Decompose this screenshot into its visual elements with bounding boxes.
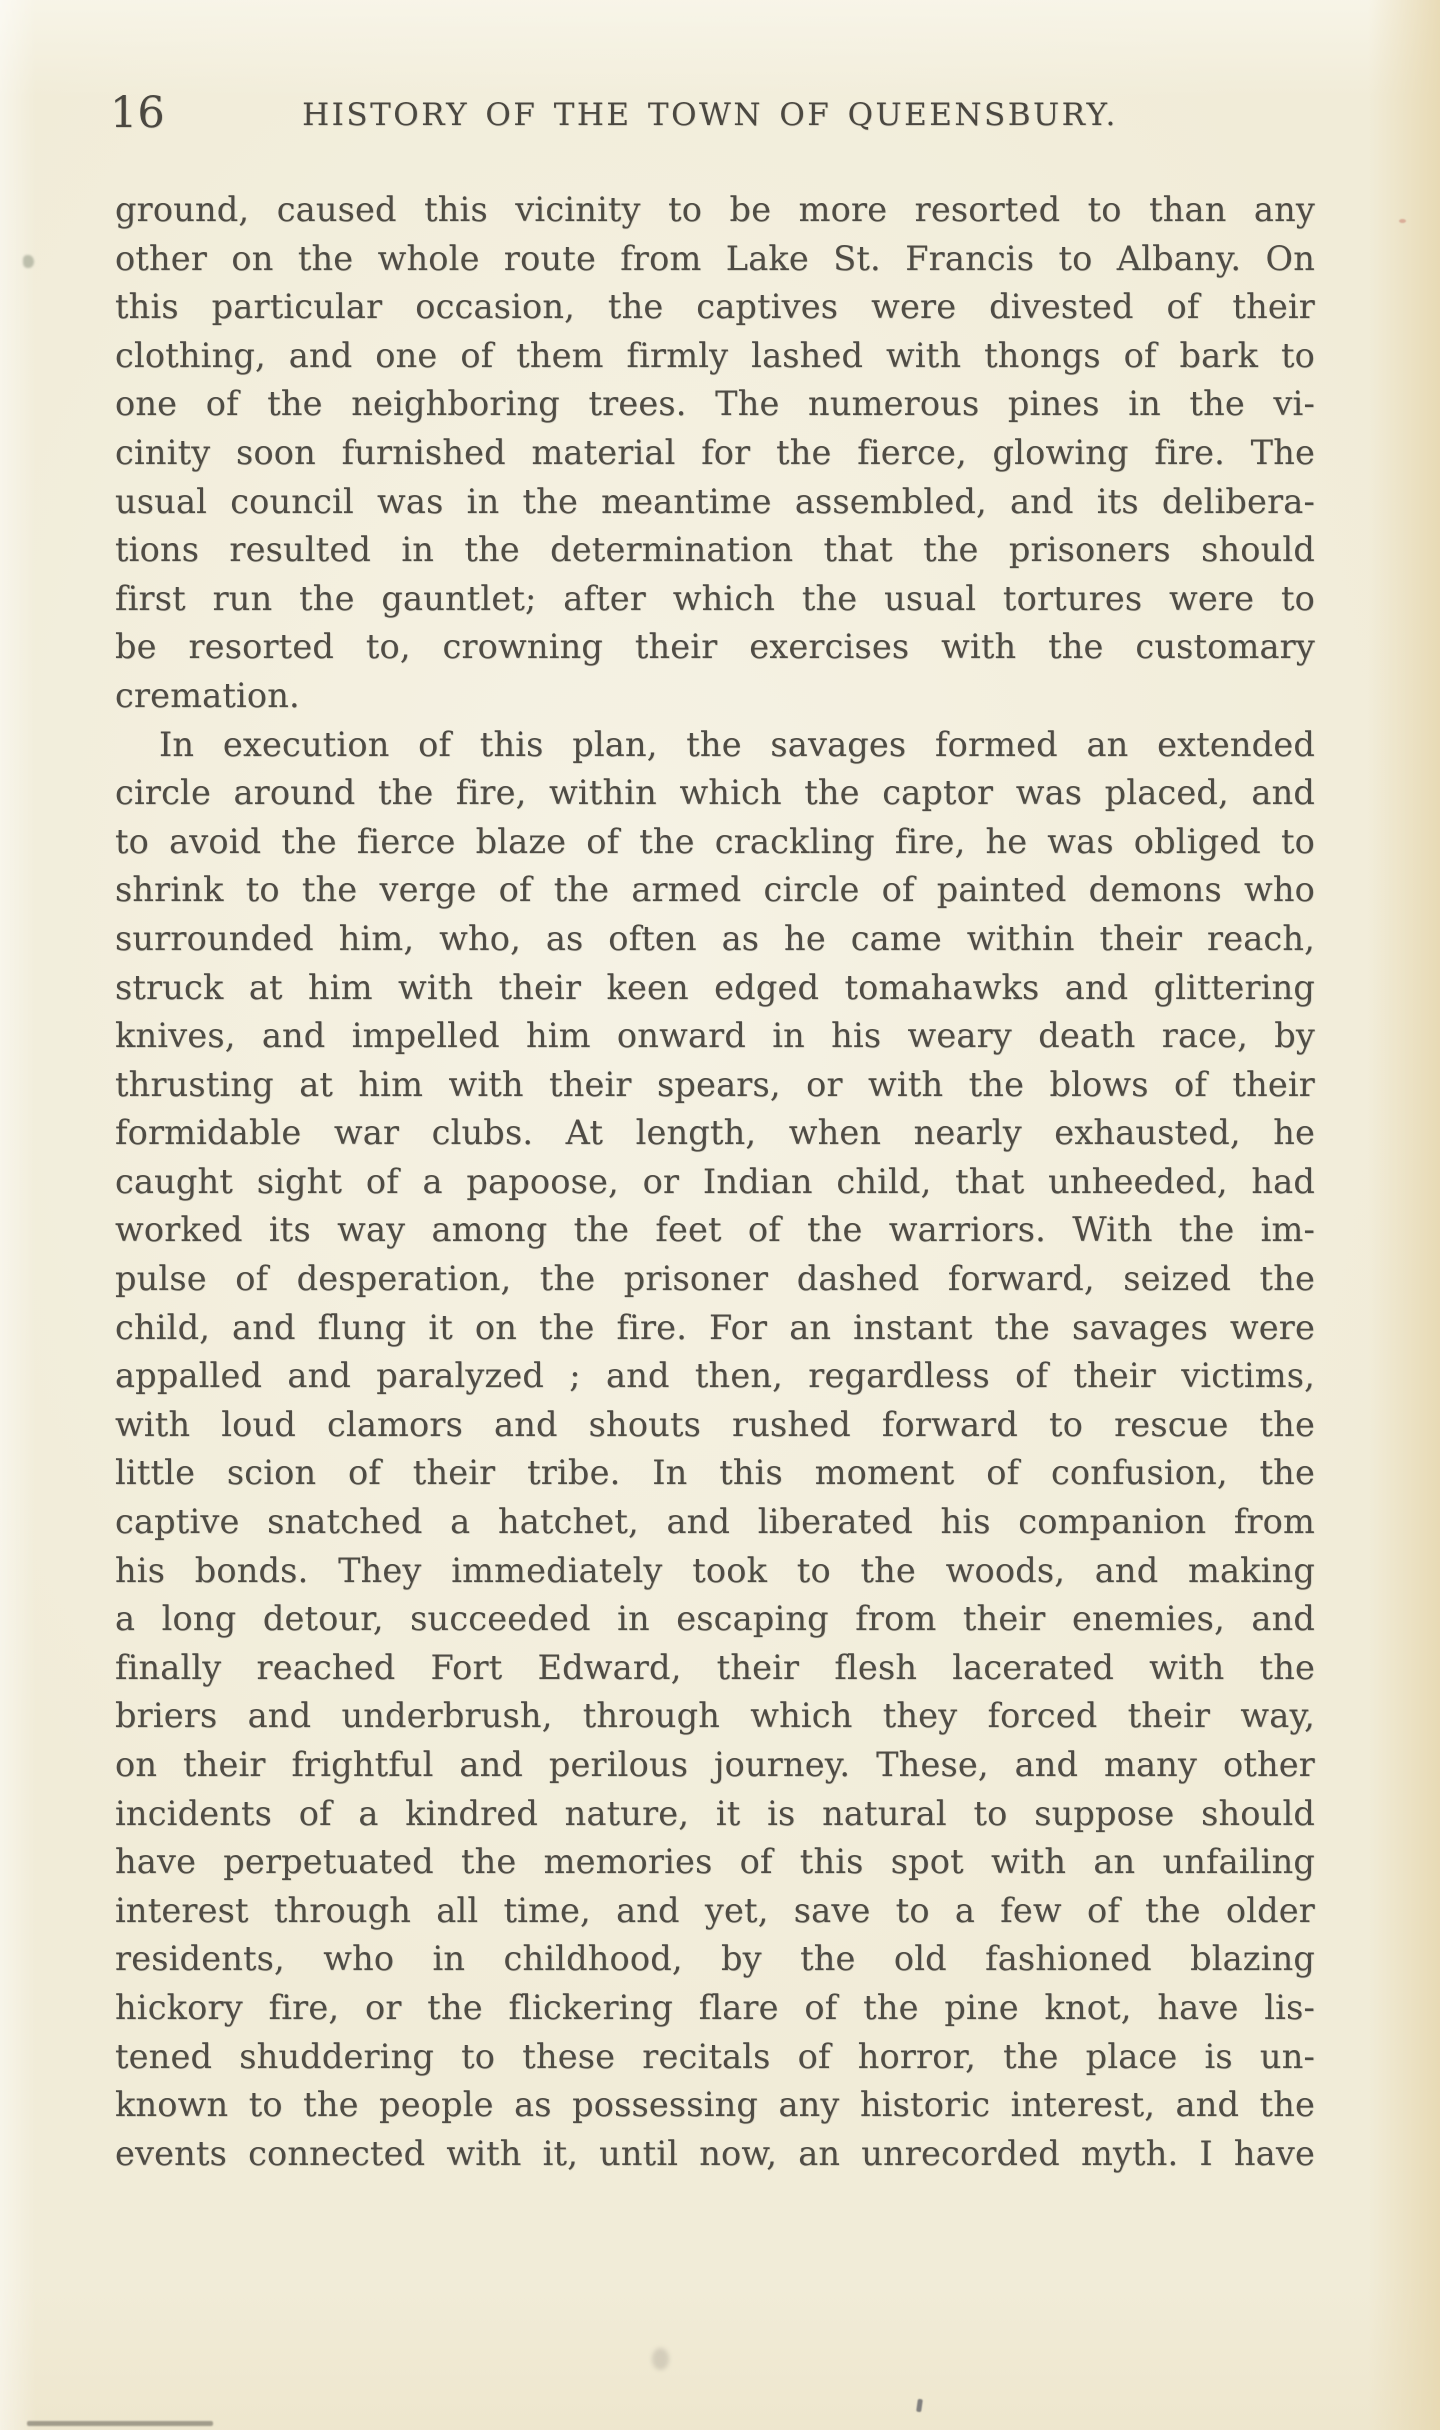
text-line: on their frightful and perilous journey. These, and many other	[115, 1745, 1315, 1784]
body-text-block	[115, 186, 1315, 2178]
scan-smudge	[652, 2348, 669, 2370]
ink-fleck	[916, 2399, 923, 2413]
text-line: have perpetuated the memories of this spot with an unfailing	[115, 1842, 1315, 1882]
text-line: residents, who in childhood, by the old fashioned blazing	[115, 1939, 1315, 1979]
scan-streak	[27, 2421, 213, 2426]
text-line: incidents of a kindred nature, it is natural to suppose should	[115, 1793, 1315, 1833]
text-line: captive snatched a hatchet, and liberated his companion from	[115, 1502, 1315, 1542]
text-line: struck at him with their keen edged tomahawks and glittering	[115, 967, 1315, 1007]
text-line: little scion of their tribe. In this moment of confusion, the	[115, 1453, 1315, 1493]
text-line: appalled and paralyzed ; and then, regardless of their victims,	[115, 1356, 1315, 1396]
text-line: cinity soon furnished material for the fierce, glowing fire. The	[115, 432, 1315, 472]
text-line: usual council was in the meantime assembled, and its delibera-	[115, 481, 1315, 521]
text-line: be resorted to, crowning their exercises with the customary	[115, 627, 1315, 667]
ink-speck	[23, 255, 34, 268]
text-line: surrounded him, who, as often as he came within their reach,	[115, 918, 1315, 958]
text-line: clothing, and one of them firmly lashed with thongs of bark to	[115, 335, 1315, 375]
text-line: In execution of this plan, the savages formed an extended	[159, 724, 1315, 764]
text-line: with loud clamors and shouts rushed forward to rescue the	[115, 1404, 1315, 1444]
text-line: pulse of desperation, the prisoner dashed forward, seized the	[115, 1259, 1315, 1299]
text-line: one of the neighboring trees. The numerous pines in the vi-	[115, 384, 1315, 424]
text-line: ground, caused this vicinity to be more resorted to than any	[115, 190, 1315, 229]
text-line: first run the gauntlet; after which the usual tortures were to	[115, 578, 1315, 618]
paper-speck	[1399, 219, 1406, 223]
text-line: this particular occasion, the captives were divested of their	[115, 287, 1315, 327]
text-line: to avoid the fierce blaze of the crackling fire, he was obliged to	[115, 821, 1315, 861]
text-line: worked its way among the feet of the warriors. With the im-	[115, 1210, 1315, 1250]
text-line: tened shuddering to these recitals of horror, the place is un-	[115, 2036, 1315, 2076]
text-line: interest through all time, and yet, save to a few of the older	[115, 1890, 1315, 1930]
text-line: knives, and impelled him onward in his weary death race, by	[115, 1016, 1315, 1056]
text-line: formidable war clubs. At length, when nearly exhausted, he	[115, 1113, 1315, 1153]
text-line: events connected with it, until now, an unrecorded myth. I have	[115, 2133, 1315, 2173]
text-line: briers and underbrush, through which they forced their way,	[115, 1696, 1315, 1736]
text-line: finally reached Fort Edward, their flesh lacerated with the	[115, 1647, 1315, 1687]
text-line: a long detour, succeeded in escaping from their enemies, and	[115, 1599, 1315, 1639]
text-line: his bonds. They immediately took to the woods, and making	[115, 1550, 1315, 1590]
text-line: known to the people as possessing any historic interest, and the	[115, 2085, 1315, 2125]
text-line: cremation.	[115, 675, 300, 715]
text-line: shrink to the verge of the armed circle of painted demons who	[115, 870, 1315, 910]
running-title: HISTORY OF THE TOWN OF QUEENSBURY.	[302, 97, 1118, 133]
text-line: caught sight of a papoose, or Indian child, that unheeded, had	[115, 1161, 1315, 1201]
text-line: tions resulted in the determination that the prisoners should	[115, 530, 1315, 570]
text-line: thrusting at him with their spears, or with the blows of their	[115, 1064, 1315, 1104]
page-number: 16	[110, 88, 165, 138]
text-line: hickory fire, or the flickering flare of the pine knot, have lis-	[115, 1987, 1315, 2027]
text-line: child, and flung it on the fire. For an instant the savages were	[115, 1307, 1315, 1347]
text-line: circle around the fire, within which the captor was placed, and	[115, 773, 1315, 813]
text-line: other on the whole route from Lake St. Francis to Albany. On	[115, 238, 1315, 278]
